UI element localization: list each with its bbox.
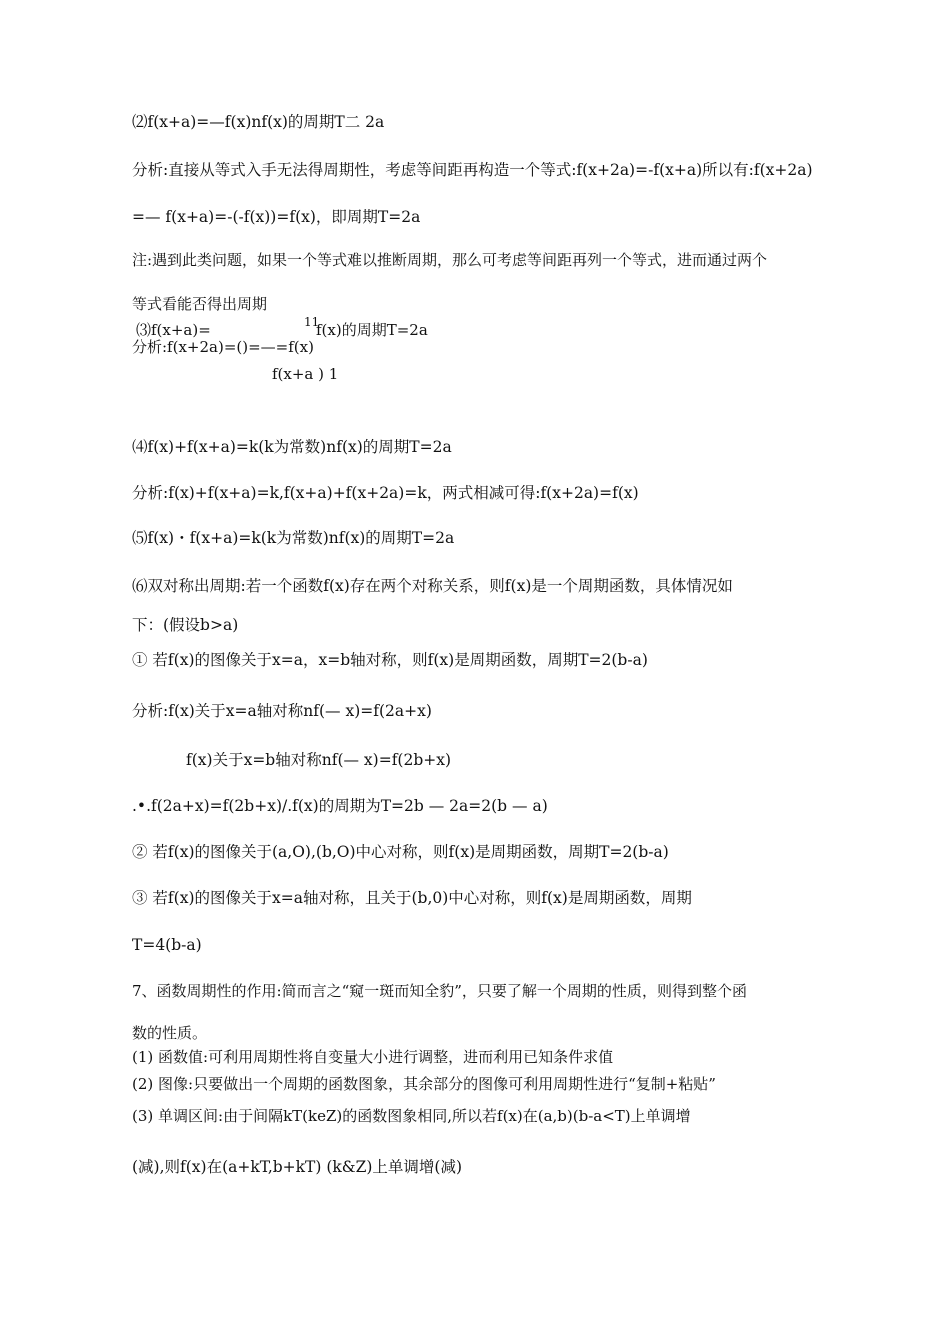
text-line: .•.f(2a+x)=f(2b+x)/.f(x)的周期为T=2b — 2a=2(b — a) [132,797,548,815]
superscript-text: 11 [304,315,320,329]
text-line: 分析:f(x)+f(x+a)=k,f(x+a)+f(x+2a)=k，两式相减可得:f(x+2a)=f(x) [132,484,639,502]
list-item: (1) 函数值:可利用周期性将自变量大小进行调整，进而利用已知条件求值 [132,1048,614,1066]
text-line: 注:遇到此类问题，如果一个等式难以推断周期，那么可考虑等间距再列一个等式，进而通过两个 [132,251,768,269]
text-line: f(x+a ) 1 [272,365,339,383]
list-item: (2) 图像:只要做出一个周期的函数图象，其余部分的图像可利用周期性进行“复制+粘贴” [132,1075,716,1093]
text-line: ① 若f(x)的图像关于x=a，x=b轴对称，则f(x)是周期函数，周期T=2(b-a) [132,651,648,669]
text-line: f(x)的周期T=2a [316,321,428,339]
text-line: ② 若f(x)的图像关于(a,O),(b,O)中心对称，则f(x)是周期函数，周期T=2(b-a) [132,843,669,861]
text-line: 等式看能否得出周期 [132,295,268,313]
list-item: (3) 单调区间:由于间隔kT(keZ)的函数图象相同,所以若f(x)在(a,b)(b-a<T)上单调增 [132,1107,691,1125]
text-line: ⑹双对称出周期:若一个函数f(x)存在两个对称关系，则f(x)是一个周期函数，具体情况如 [132,577,733,595]
text-line: 分析:直接从等式入手无法得周期性，考虑等间距再构造一个等式:f(x+2a)=-f(x+a)所以有:f(x+2a) [132,161,813,179]
text-line: f(x)关于x=b轴对称nf(— x)=f(2b+x) [186,751,452,769]
text-line: T=4(b-a) [132,936,202,954]
text-line: ③ 若f(x)的图像关于x=a轴对称，且关于(b,0)中心对称，则f(x)是周期函数，周期 [132,889,692,907]
text-line: 数的性质。 [132,1024,208,1042]
text-line: (减),则f(x)在(a+kT,b+kT) (k&Z)上单调增(减) [132,1158,463,1176]
text-line: 下：(假设b>a) [132,616,239,634]
text-line: ⑸f(x)・f(x+a)=k(k为常数)nf(x)的周期T=2a [132,529,455,547]
text-line: =— f(x+a)=-(-f(x))=f(x)，即周期T=2a [132,208,421,226]
text-line: ⑵f(x+a)=—f(x)nf(x)的周期T二 2a [132,113,385,131]
text-line: ⑶f(x+a)= [136,321,211,339]
text-line: ⑷f(x)+f(x+a)=k(k为常数)nf(x)的周期T=2a [132,438,452,456]
text-line: 分析:f(x)关于x=a轴对称nf(— x)=f(2a+x) [132,702,432,720]
text-line: 分析:f(x+2a)=()=—=f(x) [132,338,314,356]
text-line: 7、函数周期性的作用:简而言之“窥一斑而知全豹”，只要了解一个周期的性质，则得到整个函 [132,982,747,1000]
